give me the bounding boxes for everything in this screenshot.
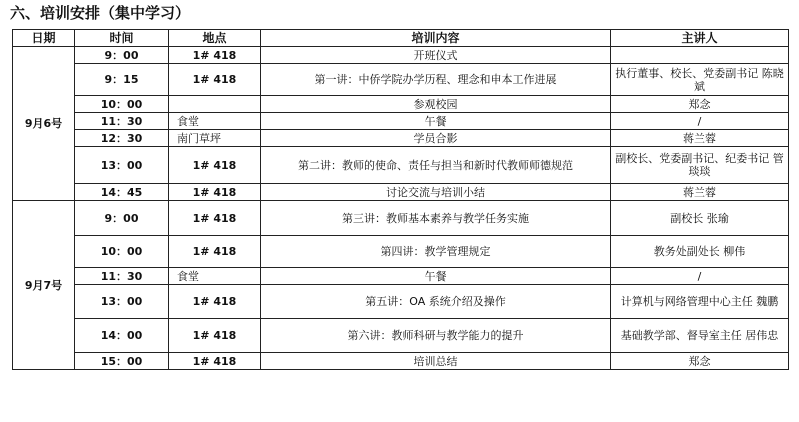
table-header-row: [13, 30, 789, 47]
column-header-date: 日期: [13, 30, 75, 47]
time-cell: 13：00: [75, 147, 169, 184]
content-cell: 培训总结: [261, 353, 611, 370]
time-cell: 10：00: [75, 236, 169, 268]
content-cell: 第二讲：教师的使命、责任与担当和新时代教师师德规范: [261, 147, 611, 184]
column-header-time: 时间: [75, 30, 169, 47]
content-cell: 午餐: [261, 268, 611, 285]
column-header-speaker: 主讲人: [611, 30, 789, 47]
content-cell: 讨论交流与培训小结: [261, 184, 611, 201]
section-heading: 六、培训安排（集中学习）: [10, 4, 191, 22]
time-cell: 9：00: [75, 201, 169, 236]
speaker-cell: [611, 47, 789, 64]
content-cell: 学员合影: [261, 130, 611, 147]
speaker-cell: /: [611, 113, 789, 130]
speaker-cell: 副校长、党委副书记、纪委书记 管琰琰: [611, 147, 789, 184]
content-cell: 开班仪式: [261, 47, 611, 64]
content-cell: 第四讲：教学管理规定: [261, 236, 611, 268]
speaker-cell: 计算机与网络管理中心主任 魏鹏: [611, 285, 789, 319]
location-cell: 1# 418: [169, 236, 261, 268]
date-cell-day2: 9月7号: [13, 201, 75, 370]
speaker-cell: 蒋兰蓉: [611, 130, 789, 147]
location-cell: 1# 418: [169, 201, 261, 236]
table-row: [13, 47, 789, 64]
speaker-cell: 郑念: [611, 353, 789, 370]
time-cell: 9：15: [75, 64, 169, 96]
location-cell: 1# 418: [169, 47, 261, 64]
location-cell: 1# 418: [169, 353, 261, 370]
table-row: [13, 285, 789, 319]
time-cell: 13：00: [75, 285, 169, 319]
time-cell: 9：00: [75, 47, 169, 64]
location-cell: 1# 418: [169, 147, 261, 184]
date-cell-day1: 9月6号: [13, 47, 75, 201]
speaker-cell: 蒋兰蓉: [611, 184, 789, 201]
location-cell: 1# 418: [169, 64, 261, 96]
location-cell: 1# 418: [169, 285, 261, 319]
time-cell: 11：30: [75, 113, 169, 130]
table-row: [13, 184, 789, 201]
time-cell: 12：30: [75, 130, 169, 147]
location-cell: 1# 418: [169, 319, 261, 353]
table-row: [13, 96, 789, 113]
speaker-cell: 教务处副处长 柳伟: [611, 236, 789, 268]
table-row: [13, 319, 789, 353]
content-cell: 第一讲：中侨学院办学历程、理念和申本工作进展: [261, 64, 611, 96]
column-header-content: 培训内容: [261, 30, 611, 47]
location-cell: 1# 418: [169, 184, 261, 201]
location-cell: 食堂: [169, 268, 261, 285]
table-row: [13, 113, 789, 130]
table-row: [13, 236, 789, 268]
schedule-table: [12, 29, 789, 370]
speaker-cell: 基础教学部、督导室主任 居伟忠: [611, 319, 789, 353]
speaker-cell: 副校长 张瑜: [611, 201, 789, 236]
speaker-cell: 执行董事、校长、党委副书记 陈晓斌: [611, 64, 789, 96]
location-cell: [169, 96, 261, 113]
column-header-location: 地点: [169, 30, 261, 47]
time-cell: 14：00: [75, 319, 169, 353]
table-row: [13, 64, 789, 96]
time-cell: 15：00: [75, 353, 169, 370]
content-cell: 第五讲：OA 系统介绍及操作: [261, 285, 611, 319]
speaker-cell: 郑念: [611, 96, 789, 113]
time-cell: 11：30: [75, 268, 169, 285]
speaker-cell: /: [611, 268, 789, 285]
time-cell: 10：00: [75, 96, 169, 113]
content-cell: 午餐: [261, 113, 611, 130]
content-cell: 参观校园: [261, 96, 611, 113]
content-cell: 第三讲：教师基本素养与教学任务实施: [261, 201, 611, 236]
table-row: [13, 130, 789, 147]
table-row: [13, 147, 789, 184]
table-row: [13, 201, 789, 236]
table-row: [13, 353, 789, 370]
time-cell: 14：45: [75, 184, 169, 201]
location-cell: 南门草坪: [169, 130, 261, 147]
content-cell: 第六讲：教师科研与教学能力的提升: [261, 319, 611, 353]
location-cell: 食堂: [169, 113, 261, 130]
table-row: [13, 268, 789, 285]
